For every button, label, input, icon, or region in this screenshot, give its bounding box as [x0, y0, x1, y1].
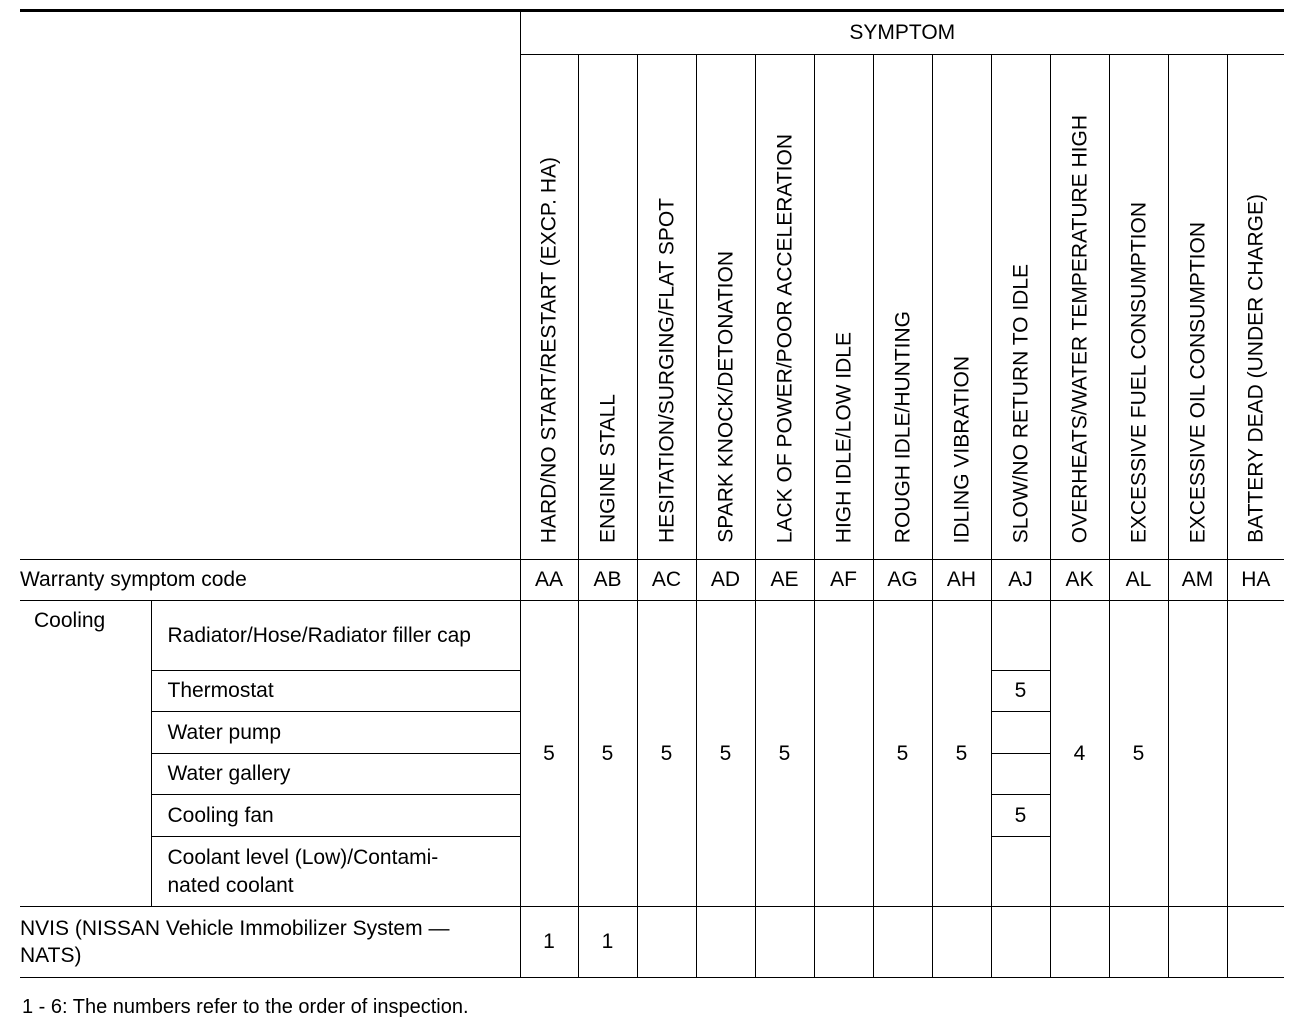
- cooling-item: Cooling fan: [151, 795, 520, 837]
- cooling-value-aa: 5: [520, 601, 578, 907]
- symptom-code-ac: AC: [637, 560, 696, 601]
- nvis-value-aj: [991, 907, 1050, 978]
- cooling-value-ag: 5: [873, 601, 932, 907]
- symptom-code-ab: AB: [578, 560, 637, 601]
- cooling-item: Radiator/Hose/Radiator filler cap: [151, 601, 520, 671]
- cooling-aj-value: [991, 754, 1050, 795]
- symptom-code-ae: AE: [755, 560, 814, 601]
- symptom-name: LACK OF POWER/POOR ACCELERATION: [773, 133, 796, 543]
- cooling-value-ac: 5: [637, 601, 696, 907]
- footnote: 1 - 6: The numbers refer to the order of inspection.: [22, 996, 469, 1018]
- cooling-item: Thermostat: [151, 671, 520, 712]
- cooling-value-ab: 5: [578, 601, 637, 907]
- symptom-name: IDLING VIBRATION: [950, 355, 973, 543]
- nvis-value-ae: [755, 907, 814, 978]
- symptom-header-ah: [932, 55, 991, 560]
- nvis-value-ac: [637, 907, 696, 978]
- nvis-label: NVIS (NISSAN Vehicle Immobilizer System — NATS): [20, 907, 520, 978]
- symptom-header-aj: [991, 55, 1050, 560]
- cooling-value-ak: 4: [1050, 601, 1109, 907]
- symptom-header-am: [1168, 55, 1227, 560]
- symptom-code-aa: AA: [520, 560, 578, 601]
- symptom-table: [20, 9, 1284, 978]
- symptom-code-aj: AJ: [991, 560, 1050, 601]
- symptom-code-ha: HA: [1227, 560, 1284, 601]
- symptom-header-af: [814, 55, 873, 560]
- cooling-aj-value: [991, 837, 1050, 907]
- nvis-value-ah: [932, 907, 991, 978]
- symptom-code-af: AF: [814, 560, 873, 601]
- symptom-header-ag: [873, 55, 932, 560]
- symptom-name: ENGINE STALL: [596, 394, 619, 543]
- symptom-name: BATTERY DEAD (UNDER CHARGE): [1244, 194, 1268, 543]
- cooling-value-ad: 5: [696, 601, 755, 907]
- symptom-name: OVERHEATS/WATER TEMPERATURE HIGH: [1068, 114, 1091, 543]
- cooling-item: Coolant level (Low)/Contami- nated coolant: [151, 837, 520, 907]
- symptom-name: SLOW/NO RETURN TO IDLE: [1009, 263, 1032, 543]
- category-cooling: Cooling: [20, 601, 151, 907]
- symptom-header-ac: [637, 55, 696, 560]
- nvis-value-aa: 1: [520, 907, 578, 978]
- cooling-aj-value: [991, 712, 1050, 754]
- symptom-name: EXCESSIVE OIL CONSUMPTION: [1186, 221, 1209, 543]
- cooling-item: Water pump: [151, 712, 520, 754]
- symptom-code-al: AL: [1109, 560, 1168, 601]
- symptom-header-al: [1109, 55, 1168, 560]
- symptom-name: SPARK KNOCK/DETONATION: [714, 251, 737, 543]
- symptom-header-ae: [755, 55, 814, 560]
- cooling-value-ae: 5: [755, 601, 814, 907]
- nvis-value-am: [1168, 907, 1227, 978]
- blank-header-cell: [20, 11, 520, 560]
- cooling-aj-value: [991, 601, 1050, 671]
- symptom-name: EXCESSIVE FUEL CONSUMPTION: [1127, 201, 1150, 543]
- symptom-name: HARD/NO START/RESTART (EXCP. HA): [537, 156, 561, 543]
- symptom-code-ak: AK: [1050, 560, 1109, 601]
- symptom-header-aa: [520, 55, 578, 560]
- nvis-value-af: [814, 907, 873, 978]
- cooling-aj-value: 5: [991, 795, 1050, 837]
- nvis-value-ad: [696, 907, 755, 978]
- symptom-header-ak: [1050, 55, 1109, 560]
- symptom-code-ag: AG: [873, 560, 932, 601]
- symptom-header-ab: [578, 55, 637, 560]
- warranty-symptom-code-label: Warranty symptom code: [20, 560, 520, 601]
- cooling-value-am: [1168, 601, 1227, 907]
- cooling-value-ha: [1227, 601, 1284, 907]
- symptom-name: HIGH IDLE/LOW IDLE: [832, 331, 855, 543]
- nvis-value-ha: [1227, 907, 1284, 978]
- symptom-name: ROUGH IDLE/HUNTING: [891, 310, 914, 543]
- cooling-item: Water gallery: [151, 754, 520, 795]
- nvis-value-ab: 1: [578, 907, 637, 978]
- cooling-value-al: 5: [1109, 601, 1168, 907]
- cooling-aj-value: 5: [991, 671, 1050, 712]
- nvis-value-al: [1109, 907, 1168, 978]
- symptom-header-ad: [696, 55, 755, 560]
- cooling-value-ah: 5: [932, 601, 991, 907]
- nvis-value-ak: [1050, 907, 1109, 978]
- symptom-header-ha: [1227, 55, 1284, 560]
- symptom-code-ad: AD: [696, 560, 755, 601]
- symptom-name: HESITATION/SURGING/FLAT SPOT: [655, 198, 678, 543]
- symptom-code-ah: AH: [932, 560, 991, 601]
- symptom-title: SYMPTOM: [520, 11, 1284, 55]
- cooling-value-af: [814, 601, 873, 907]
- symptom-code-am: AM: [1168, 560, 1227, 601]
- nvis-value-ag: [873, 907, 932, 978]
